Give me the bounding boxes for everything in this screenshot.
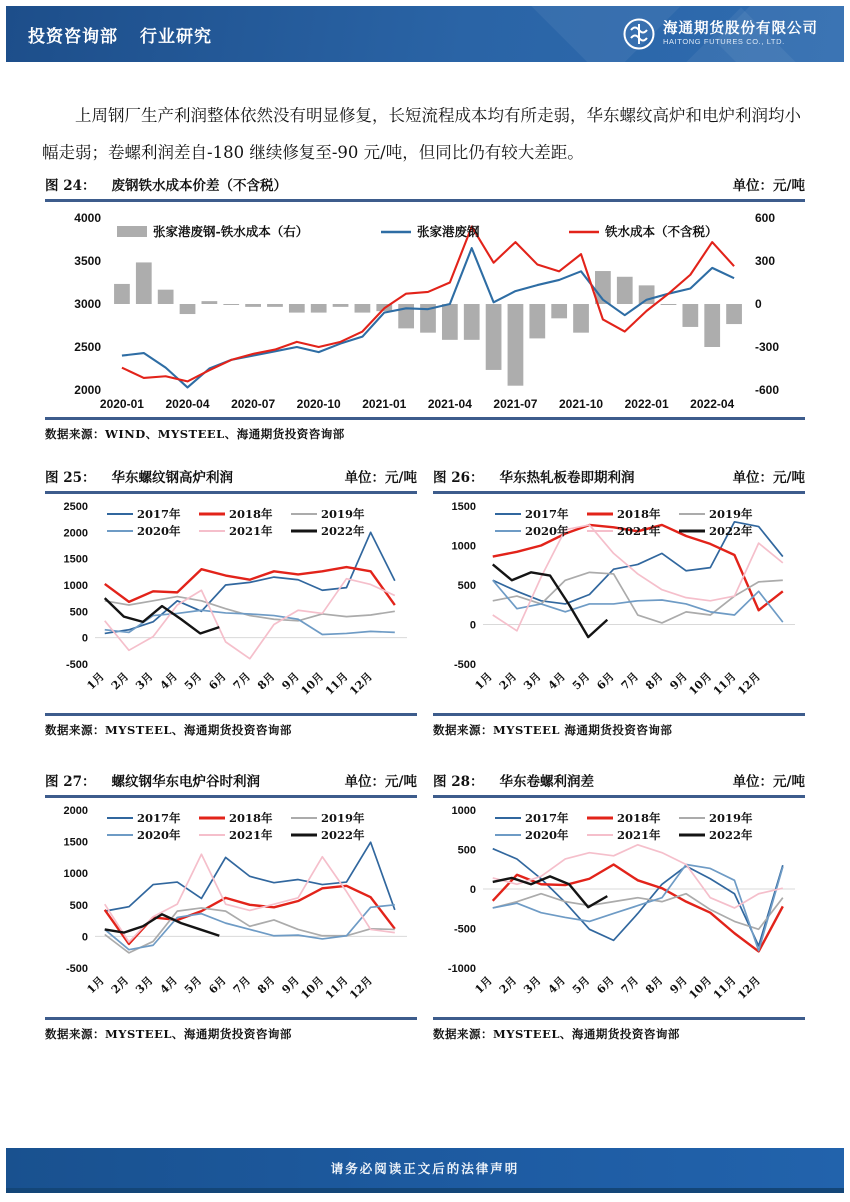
svg-text:6月: 6月	[594, 973, 617, 997]
figure-label: 图 25：	[45, 470, 96, 486]
svg-text:2020年: 2020年	[525, 828, 569, 842]
svg-text:2017年: 2017年	[525, 811, 569, 825]
svg-text:1000: 1000	[63, 580, 88, 592]
figure-24-caption-left	[45, 174, 287, 194]
svg-text:300: 300	[755, 254, 776, 268]
data-source: 数据来源：MYSTEEL、海通期货投资咨询部	[433, 1027, 680, 1041]
chart-rebar-eaf-offpeak-profit	[45, 800, 417, 1016]
figure-26-caption	[433, 466, 805, 486]
figure-26-caption-left	[433, 466, 635, 486]
svg-text:-300: -300	[755, 340, 780, 354]
svg-text:500: 500	[457, 844, 476, 857]
figure-24-caption	[45, 174, 805, 194]
svg-text:12月: 12月	[735, 973, 763, 1002]
svg-text:2017年: 2017年	[525, 507, 569, 521]
unit-label: 单位：元/吨	[732, 178, 805, 194]
department-label: 投资咨询部	[28, 26, 118, 47]
svg-text:600: 600	[755, 211, 776, 225]
svg-text:2020-01: 2020-01	[99, 397, 144, 411]
chart-hrc-spot-profit	[433, 496, 805, 712]
svg-text:8月: 8月	[643, 669, 666, 693]
svg-text:3月: 3月	[521, 669, 544, 693]
svg-text:5月: 5月	[569, 669, 593, 693]
svg-text:2000: 2000	[63, 805, 88, 817]
svg-text:500: 500	[69, 606, 88, 619]
svg-text:1500: 1500	[63, 553, 88, 566]
svg-text:2022年: 2022年	[321, 828, 365, 842]
figure-row-1	[45, 466, 805, 738]
figure-label: 图 28：	[433, 774, 484, 790]
svg-text:4月: 4月	[157, 669, 180, 693]
svg-text:1月: 1月	[472, 973, 495, 997]
svg-text:9月: 9月	[667, 669, 690, 693]
svg-text:1月: 1月	[472, 669, 495, 693]
svg-text:2019年: 2019年	[709, 507, 753, 521]
svg-text:3000: 3000	[74, 297, 101, 311]
svg-text:500: 500	[457, 580, 476, 592]
svg-text:1月: 1月	[84, 973, 107, 997]
figure-title: 华东热轧板卷即期利润	[499, 470, 635, 486]
svg-text:7月: 7月	[618, 973, 642, 997]
figure-28-caption	[433, 770, 805, 790]
svg-text:2021-10: 2021-10	[559, 397, 604, 411]
svg-text:10月: 10月	[298, 669, 327, 698]
figure-26	[433, 466, 805, 738]
report-type-label: 行业研究	[140, 26, 212, 47]
svg-text:-500: -500	[453, 659, 476, 671]
svg-text:11月: 11月	[710, 669, 739, 698]
svg-text:5月: 5月	[181, 973, 205, 997]
svg-text:9月: 9月	[279, 973, 302, 997]
svg-text:2021-04: 2021-04	[427, 397, 472, 411]
svg-text:2020年: 2020年	[525, 524, 569, 538]
svg-text:0: 0	[469, 619, 476, 632]
svg-text:2500: 2500	[74, 340, 101, 354]
svg-text:7月: 7月	[230, 669, 254, 693]
unit-label: 单位：元/吨	[732, 774, 805, 790]
svg-text:6月: 6月	[206, 669, 229, 693]
svg-text:2021-07: 2021-07	[493, 397, 538, 411]
svg-text:-500: -500	[65, 659, 88, 671]
summary-paragraph: 上周钢厂生产利润整体依然没有明显修复，长短流程成本均有所走弱，华东螺纹高炉和电炉利润均小幅走弱；卷螺利润差自-180 继续修复至-90 元/吨，但同比仍有较大差距。	[42, 105, 801, 162]
svg-text:2月: 2月	[496, 669, 520, 693]
svg-text:-500: -500	[453, 923, 476, 936]
figure-title: 螺纹钢华东电炉谷时利润	[111, 774, 260, 790]
svg-text:2022-01: 2022-01	[624, 397, 669, 411]
svg-text:2000: 2000	[63, 527, 88, 540]
svg-text:2月: 2月	[108, 973, 132, 997]
caption-rule	[433, 795, 805, 798]
chart-rebar-bf-profit	[45, 496, 417, 712]
svg-text:2018年: 2018年	[617, 507, 661, 521]
figure-24	[45, 174, 805, 442]
svg-text:3月: 3月	[133, 669, 156, 693]
company-logo	[622, 17, 844, 51]
page-header	[6, 6, 844, 62]
svg-text:9月: 9月	[667, 973, 690, 997]
chart-hrc-rebar-spread	[433, 800, 805, 1016]
svg-text:-500: -500	[65, 963, 88, 975]
figure-25	[45, 466, 417, 738]
figure-27-caption	[45, 770, 417, 790]
figure-27-caption-left	[45, 770, 260, 790]
svg-text:1000: 1000	[63, 868, 88, 881]
svg-text:2018年: 2018年	[229, 811, 273, 825]
svg-text:2022年: 2022年	[321, 524, 365, 538]
figure-label: 图 24：	[45, 178, 96, 194]
svg-text:2022年: 2022年	[709, 524, 753, 538]
data-source: 数据来源：MYSTEEL 海通期货投资咨询部	[433, 723, 673, 737]
svg-text:3月: 3月	[133, 973, 156, 997]
svg-text:8月: 8月	[255, 973, 278, 997]
figure-28-caption-left	[433, 770, 594, 790]
svg-text:张家港废钢-铁水成本（右）: 张家港废钢-铁水成本（右）	[153, 224, 309, 239]
svg-text:2000: 2000	[74, 383, 101, 397]
svg-text:0: 0	[81, 632, 88, 645]
figure-label: 图 27：	[45, 774, 96, 790]
svg-text:2022年: 2022年	[709, 828, 753, 842]
svg-text:2021年: 2021年	[229, 828, 273, 842]
caption-rule	[45, 199, 805, 202]
company-name-en: HAITONG FUTURES CO., LTD.	[663, 37, 785, 47]
svg-text:5月: 5月	[181, 669, 205, 693]
data-source: 数据来源：MYSTEEL、海通期货投资咨询部	[45, 1027, 292, 1041]
svg-text:10月: 10月	[686, 669, 715, 698]
svg-text:2018年: 2018年	[617, 811, 661, 825]
svg-text:1000: 1000	[451, 805, 476, 817]
svg-text:2020-04: 2020-04	[165, 397, 210, 411]
svg-text:2020-07: 2020-07	[231, 397, 276, 411]
page-footer	[6, 1148, 844, 1193]
svg-text:3500: 3500	[74, 254, 101, 268]
svg-text:5月: 5月	[569, 973, 593, 997]
svg-text:0: 0	[81, 931, 88, 944]
svg-text:4000: 4000	[74, 211, 101, 225]
svg-text:2021年: 2021年	[617, 524, 661, 538]
svg-text:12月: 12月	[735, 669, 763, 698]
caption-rule	[45, 795, 417, 798]
svg-text:0: 0	[755, 297, 762, 311]
figure-row-2	[45, 770, 805, 1042]
svg-text:8月: 8月	[255, 669, 278, 693]
svg-text:1500: 1500	[451, 501, 476, 513]
chart-scrap-hot-metal-cost	[45, 204, 805, 416]
svg-text:12月: 12月	[347, 973, 375, 1002]
figure-title: 华东卷螺利润差	[499, 774, 594, 790]
svg-text:2500: 2500	[63, 501, 88, 513]
svg-text:张家港废钢: 张家港废钢	[417, 224, 480, 239]
caption-rule	[45, 491, 417, 494]
svg-text:-600: -600	[755, 383, 780, 397]
svg-text:2018年: 2018年	[229, 507, 273, 521]
unit-label: 单位：元/吨	[344, 470, 417, 486]
svg-text:2017年: 2017年	[137, 507, 181, 521]
svg-text:4月: 4月	[545, 973, 568, 997]
svg-text:3月: 3月	[521, 973, 544, 997]
svg-text:2021-01: 2021-01	[362, 397, 407, 411]
unit-label: 单位：元/吨	[344, 774, 417, 790]
unit-label: 单位：元/吨	[732, 470, 805, 486]
company-name-cn: 海通期货股份有限公司	[663, 20, 818, 38]
report-department-title	[6, 22, 212, 47]
legal-disclaimer: 请务必阅读正文后的法律声明	[330, 1161, 520, 1176]
svg-text:4月: 4月	[545, 669, 568, 693]
svg-text:4月: 4月	[157, 973, 180, 997]
svg-text:2019年: 2019年	[709, 811, 753, 825]
svg-text:10月: 10月	[686, 973, 715, 1002]
svg-text:11月: 11月	[322, 973, 351, 1002]
svg-text:2020年: 2020年	[137, 828, 181, 842]
svg-text:2019年: 2019年	[321, 507, 365, 521]
svg-text:8月: 8月	[643, 973, 666, 997]
figure-28	[433, 770, 805, 1042]
svg-text:1500: 1500	[63, 836, 88, 849]
svg-text:0: 0	[469, 884, 476, 896]
svg-text:6月: 6月	[206, 973, 229, 997]
svg-text:1月: 1月	[84, 669, 107, 693]
figure-title: 华东螺纹钢高炉利润	[111, 470, 233, 486]
svg-text:-1000: -1000	[447, 963, 476, 975]
figure-title: 废钢铁水成本价差（不含税）	[111, 178, 287, 194]
svg-text:2021年: 2021年	[229, 524, 273, 538]
svg-text:10月: 10月	[298, 973, 327, 1002]
caption-rule	[433, 491, 805, 494]
figure-25-caption-left	[45, 466, 233, 486]
svg-text:11月: 11月	[710, 973, 739, 1002]
svg-text:2月: 2月	[496, 973, 520, 997]
figure-27	[45, 770, 417, 1042]
svg-text:12月: 12月	[347, 669, 375, 698]
svg-text:铁水成本（不含税）: 铁水成本（不含税）	[605, 224, 718, 239]
svg-text:1000: 1000	[451, 540, 476, 553]
figure-25-caption	[45, 466, 417, 486]
data-source: 数据来源：MYSTEEL、海通期货投资咨询部	[45, 723, 292, 737]
data-source: 数据来源：WIND、MYSTEEL、海通期货投资咨询部	[45, 427, 345, 441]
svg-text:7月: 7月	[230, 973, 254, 997]
svg-text:2021年: 2021年	[617, 828, 661, 842]
haitong-logo-icon	[622, 17, 656, 51]
svg-text:2017年: 2017年	[137, 811, 181, 825]
svg-text:500: 500	[69, 899, 88, 912]
svg-text:11月: 11月	[322, 669, 351, 698]
figure-label: 图 26：	[433, 470, 484, 486]
svg-text:9月: 9月	[279, 669, 302, 693]
svg-text:2019年: 2019年	[321, 811, 365, 825]
svg-text:2月: 2月	[108, 669, 132, 693]
svg-text:2022-04: 2022-04	[690, 397, 735, 411]
svg-text:7月: 7月	[618, 669, 642, 693]
svg-text:6月: 6月	[594, 669, 617, 693]
svg-text:2020年: 2020年	[137, 524, 181, 538]
svg-text:2020-10: 2020-10	[296, 397, 341, 411]
